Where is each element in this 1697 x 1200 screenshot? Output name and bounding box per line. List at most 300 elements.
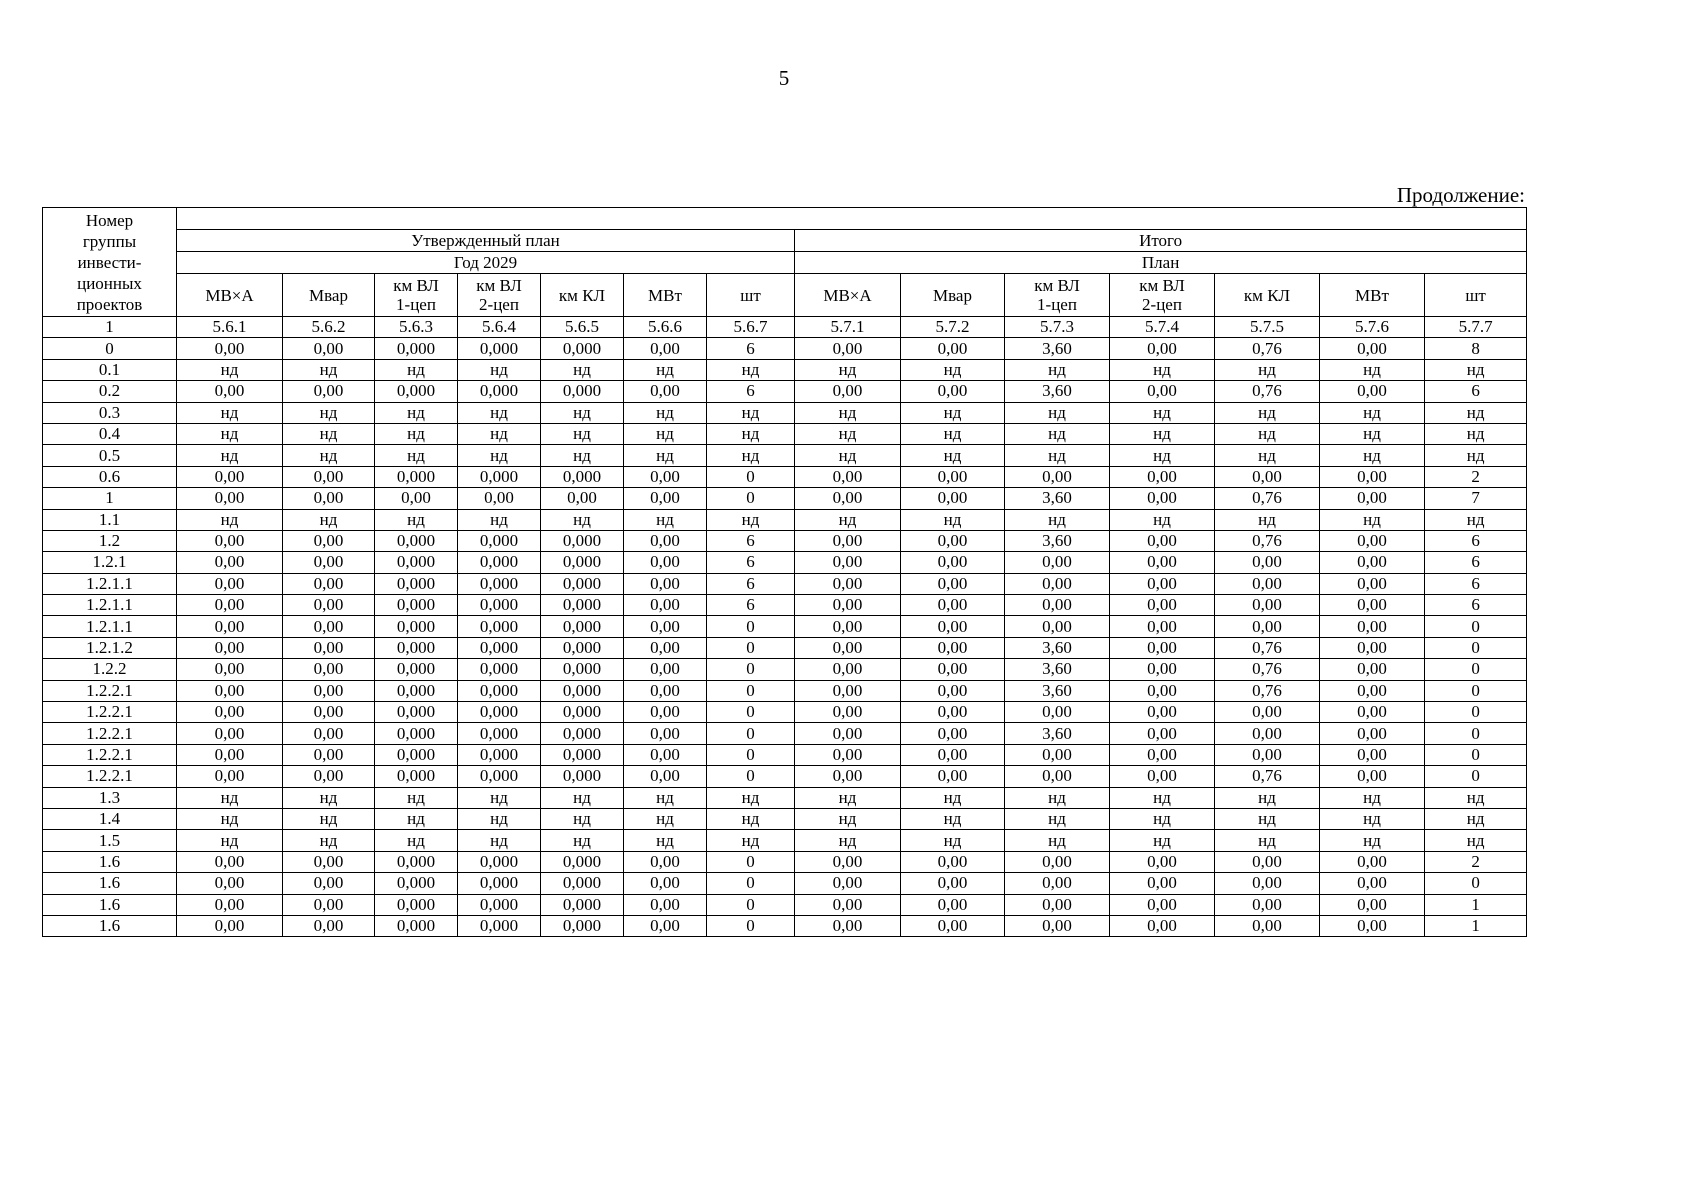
value-cell: 6 xyxy=(707,381,795,402)
table-header xyxy=(43,208,1527,338)
value-cell: 0 xyxy=(707,915,795,936)
value-cell: 0,00 xyxy=(177,552,283,573)
value-cell: 0,000 xyxy=(375,894,458,915)
value-cell: нд xyxy=(458,830,541,851)
value-cell: 0,00 xyxy=(795,488,901,509)
investment-projects-table xyxy=(42,207,1527,937)
table-row xyxy=(43,552,1527,573)
value-cell: нд xyxy=(1110,509,1215,530)
value-cell: нд xyxy=(707,402,795,423)
value-cell: 0,00 xyxy=(795,894,901,915)
value-cell: 0,00 xyxy=(1110,616,1215,637)
value-cell: 0,00 xyxy=(901,915,1005,936)
value-cell: 0,00 xyxy=(624,915,707,936)
table-row xyxy=(43,702,1527,723)
value-cell: 0 xyxy=(707,616,795,637)
group-header-approved-plan: Утвержденный план xyxy=(177,230,795,252)
group-number-cell: 0 xyxy=(43,338,177,359)
value-cell: 0,000 xyxy=(541,338,624,359)
value-cell: нд xyxy=(541,423,624,444)
value-cell: 0,00 xyxy=(795,595,901,616)
value-cell: 0,00 xyxy=(1215,723,1320,744)
value-cell: 0,000 xyxy=(458,381,541,402)
row-header-cell: Номер группы инвести- ционных проектов xyxy=(43,208,177,317)
value-cell: 2 xyxy=(1425,466,1527,487)
unit-header-cell: Мвар xyxy=(901,274,1005,317)
value-cell: нд xyxy=(1005,402,1110,423)
value-cell: 0,00 xyxy=(177,637,283,658)
table-row xyxy=(43,509,1527,530)
value-cell: нд xyxy=(177,808,283,829)
table-row xyxy=(43,445,1527,466)
value-cell: 0,00 xyxy=(283,530,375,551)
group-number-cell: 1.5 xyxy=(43,830,177,851)
value-cell: 0,00 xyxy=(283,851,375,872)
value-cell: нд xyxy=(1110,830,1215,851)
value-cell: 0,00 xyxy=(795,573,901,594)
value-cell: 0,000 xyxy=(375,680,458,701)
value-cell: 0,000 xyxy=(458,723,541,744)
table-row xyxy=(43,381,1527,402)
table-row xyxy=(43,744,1527,765)
value-cell: 0,00 xyxy=(795,723,901,744)
value-cell: 6 xyxy=(707,338,795,359)
value-cell: 0 xyxy=(707,723,795,744)
value-cell: 0,000 xyxy=(541,530,624,551)
value-cell: нд xyxy=(1215,509,1320,530)
value-cell: 6 xyxy=(1425,381,1527,402)
value-cell: 0,00 xyxy=(1005,744,1110,765)
value-cell: 0,000 xyxy=(541,466,624,487)
value-cell: 0,00 xyxy=(1320,766,1425,787)
value-cell: нд xyxy=(901,402,1005,423)
value-cell: 0,00 xyxy=(1320,702,1425,723)
value-cell: 0,000 xyxy=(375,595,458,616)
value-cell: нд xyxy=(901,445,1005,466)
table-row xyxy=(43,915,1527,936)
value-cell: 0,000 xyxy=(541,766,624,787)
value-cell: нд xyxy=(1320,423,1425,444)
value-cell: 0,00 xyxy=(1320,723,1425,744)
column-number-cell: 5.7.2 xyxy=(901,317,1005,338)
value-cell: 0 xyxy=(1425,680,1527,701)
value-cell: 0,00 xyxy=(901,488,1005,509)
value-cell: нд xyxy=(1110,402,1215,423)
value-cell: 0,000 xyxy=(375,723,458,744)
column-number-cell: 5.7.3 xyxy=(1005,317,1110,338)
value-cell: 0,00 xyxy=(795,744,901,765)
value-cell: нд xyxy=(541,445,624,466)
unit-header-cell: МВ×А xyxy=(177,274,283,317)
value-cell: 0,00 xyxy=(1005,766,1110,787)
value-cell: нд xyxy=(1215,359,1320,380)
value-cell: нд xyxy=(375,402,458,423)
value-cell: 0 xyxy=(707,466,795,487)
value-cell: 6 xyxy=(1425,573,1527,594)
value-cell: 0,00 xyxy=(624,873,707,894)
value-cell: нд xyxy=(1425,445,1527,466)
value-cell: 0,00 xyxy=(624,616,707,637)
group-number-cell: 1.2.1.1 xyxy=(43,573,177,594)
value-cell: 0,00 xyxy=(795,338,901,359)
value-cell: 0 xyxy=(707,702,795,723)
continuation-label: Продолжение: xyxy=(1396,183,1525,207)
value-cell: 0,000 xyxy=(458,616,541,637)
value-cell: нд xyxy=(795,509,901,530)
group-number-cell: 1.2.2.1 xyxy=(43,702,177,723)
value-cell: 0,00 xyxy=(901,894,1005,915)
group-number-cell: 1.2.2.1 xyxy=(43,680,177,701)
value-cell: 0,000 xyxy=(375,915,458,936)
value-cell: нд xyxy=(458,359,541,380)
value-cell: 0,000 xyxy=(375,851,458,872)
value-cell: 0,00 xyxy=(901,466,1005,487)
value-cell: нд xyxy=(1215,423,1320,444)
value-cell: 0,00 xyxy=(1110,338,1215,359)
value-cell: 0,00 xyxy=(1110,702,1215,723)
value-cell: нд xyxy=(1320,359,1425,380)
table-row xyxy=(43,616,1527,637)
unit-header-cell: км КЛ xyxy=(541,274,624,317)
value-cell: 0,00 xyxy=(177,744,283,765)
value-cell: 0 xyxy=(707,873,795,894)
table-row xyxy=(43,338,1527,359)
unit-header-cell: шт xyxy=(707,274,795,317)
value-cell: 0,00 xyxy=(1005,873,1110,894)
value-cell: 0 xyxy=(1425,744,1527,765)
value-cell: 0,00 xyxy=(1320,616,1425,637)
group-header-total: Итого xyxy=(795,230,1527,252)
value-cell: 0,000 xyxy=(458,530,541,551)
value-cell: 0,00 xyxy=(901,637,1005,658)
value-cell: 8 xyxy=(1425,338,1527,359)
table-row xyxy=(43,830,1527,851)
value-cell: нд xyxy=(283,808,375,829)
value-cell: 0,000 xyxy=(375,616,458,637)
value-cell: нд xyxy=(624,808,707,829)
subheader-plan: План xyxy=(795,252,1527,274)
column-number-cell: 5.7.6 xyxy=(1320,317,1425,338)
value-cell: нд xyxy=(1425,787,1527,808)
table-row xyxy=(43,808,1527,829)
value-cell: нд xyxy=(795,359,901,380)
value-cell: 0,00 xyxy=(1320,637,1425,658)
value-cell: 0,00 xyxy=(177,680,283,701)
value-cell: 0,00 xyxy=(1110,488,1215,509)
value-cell: 0,00 xyxy=(1320,530,1425,551)
group-number-cell: 1 xyxy=(43,488,177,509)
value-cell: 0,000 xyxy=(375,530,458,551)
value-cell: 0,00 xyxy=(283,915,375,936)
group-number-cell: 1.3 xyxy=(43,787,177,808)
value-cell: нд xyxy=(1005,509,1110,530)
value-cell: 0,00 xyxy=(795,702,901,723)
value-cell: нд xyxy=(707,445,795,466)
value-cell: нд xyxy=(1110,359,1215,380)
value-cell: нд xyxy=(1320,445,1425,466)
value-cell: 0,00 xyxy=(177,723,283,744)
column-number-cell: 5.6.6 xyxy=(624,317,707,338)
value-cell: 0,00 xyxy=(1005,573,1110,594)
value-cell: 0,00 xyxy=(177,894,283,915)
value-cell: 0,00 xyxy=(1005,851,1110,872)
value-cell: 0,00 xyxy=(375,488,458,509)
value-cell: нд xyxy=(1215,787,1320,808)
table-row xyxy=(43,359,1527,380)
group-number-cell: 0.4 xyxy=(43,423,177,444)
value-cell: 0,00 xyxy=(795,381,901,402)
value-cell: 0,00 xyxy=(177,338,283,359)
table-row xyxy=(43,659,1527,680)
value-cell: нд xyxy=(177,509,283,530)
value-cell: 0,00 xyxy=(901,873,1005,894)
value-cell: 0,00 xyxy=(1005,595,1110,616)
value-cell: 0,00 xyxy=(283,744,375,765)
group-number-cell: 1.2.1.1 xyxy=(43,616,177,637)
value-cell: 0,000 xyxy=(458,702,541,723)
value-cell: 0,000 xyxy=(541,573,624,594)
unit-header-cell: Мвар xyxy=(283,274,375,317)
value-cell: нд xyxy=(375,787,458,808)
value-cell: 0,00 xyxy=(1110,766,1215,787)
value-cell: 0,00 xyxy=(624,894,707,915)
value-cell: нд xyxy=(541,509,624,530)
value-cell: 1 xyxy=(1425,894,1527,915)
page-number: 5 xyxy=(778,66,790,90)
value-cell: 0,00 xyxy=(901,595,1005,616)
value-cell: нд xyxy=(177,830,283,851)
unit-header-cell: МВ×А xyxy=(795,274,901,317)
column-number-cell: 5.7.1 xyxy=(795,317,901,338)
value-cell: нд xyxy=(1005,423,1110,444)
value-cell: нд xyxy=(541,808,624,829)
value-cell: 6 xyxy=(707,573,795,594)
value-cell: 0,76 xyxy=(1215,338,1320,359)
value-cell: 0,76 xyxy=(1215,659,1320,680)
value-cell: нд xyxy=(283,830,375,851)
value-cell: 0,00 xyxy=(624,552,707,573)
value-cell: 0,00 xyxy=(624,381,707,402)
value-cell: 0,00 xyxy=(177,488,283,509)
value-cell: 0,00 xyxy=(1005,894,1110,915)
value-cell: нд xyxy=(458,509,541,530)
value-cell: нд xyxy=(901,830,1005,851)
value-cell: нд xyxy=(1425,359,1527,380)
value-cell: 0,00 xyxy=(901,766,1005,787)
value-cell: 0,000 xyxy=(458,552,541,573)
unit-header-cell: км ВЛ 1-цеп xyxy=(1005,274,1110,317)
value-cell: 0,000 xyxy=(458,680,541,701)
table-row xyxy=(43,637,1527,658)
value-cell: 0,000 xyxy=(541,915,624,936)
value-cell: 0,00 xyxy=(1215,851,1320,872)
table-row xyxy=(43,466,1527,487)
value-cell: нд xyxy=(901,787,1005,808)
value-cell: нд xyxy=(283,787,375,808)
value-cell: нд xyxy=(1425,509,1527,530)
value-cell: 1 xyxy=(1425,915,1527,936)
group-number-cell: 1.2.2 xyxy=(43,659,177,680)
value-cell: 0,00 xyxy=(1215,573,1320,594)
table-row xyxy=(43,873,1527,894)
value-cell: нд xyxy=(1110,445,1215,466)
value-cell: нд xyxy=(283,402,375,423)
value-cell: нд xyxy=(375,359,458,380)
subheader-year: Год 2029 xyxy=(177,252,795,274)
value-cell: нд xyxy=(1005,359,1110,380)
column-numbers-row xyxy=(43,317,1527,338)
value-cell: 0 xyxy=(707,744,795,765)
value-cell: 0,00 xyxy=(1110,915,1215,936)
value-cell: 0 xyxy=(1425,766,1527,787)
value-cell: нд xyxy=(177,423,283,444)
value-cell: нд xyxy=(795,787,901,808)
value-cell: 0,00 xyxy=(283,573,375,594)
value-cell: 0,00 xyxy=(901,680,1005,701)
value-cell: 0 xyxy=(1425,659,1527,680)
value-cell: 0,00 xyxy=(177,381,283,402)
value-cell: 0,00 xyxy=(283,466,375,487)
value-cell: нд xyxy=(624,787,707,808)
value-cell: 0,000 xyxy=(541,873,624,894)
value-cell: 0,00 xyxy=(177,873,283,894)
group-number-cell: 1.2.1 xyxy=(43,552,177,573)
value-cell: 0,00 xyxy=(624,338,707,359)
value-cell: 0,00 xyxy=(1215,873,1320,894)
value-cell: 0,00 xyxy=(1110,573,1215,594)
value-cell: 0,00 xyxy=(901,338,1005,359)
value-cell: 0 xyxy=(1425,637,1527,658)
value-cell: 0,00 xyxy=(1005,466,1110,487)
column-number-cell: 1 xyxy=(43,317,177,338)
value-cell: 0,00 xyxy=(1320,894,1425,915)
table-row xyxy=(43,787,1527,808)
value-cell: 0,00 xyxy=(1110,851,1215,872)
value-cell: 0,00 xyxy=(624,530,707,551)
value-cell: 6 xyxy=(1425,552,1527,573)
units-row xyxy=(43,274,1527,317)
value-cell: 0,000 xyxy=(375,766,458,787)
value-cell: нд xyxy=(1425,423,1527,444)
value-cell: нд xyxy=(1320,787,1425,808)
value-cell: 0 xyxy=(1425,723,1527,744)
value-cell: 0,00 xyxy=(795,851,901,872)
table-row xyxy=(43,851,1527,872)
value-cell: 0,00 xyxy=(1110,466,1215,487)
value-cell: 6 xyxy=(707,595,795,616)
value-cell: 0,00 xyxy=(624,637,707,658)
unit-header-cell: км ВЛ 2-цеп xyxy=(458,274,541,317)
value-cell: 0,00 xyxy=(1005,552,1110,573)
value-cell: нд xyxy=(283,445,375,466)
value-cell: 0,000 xyxy=(458,659,541,680)
value-cell: 0,00 xyxy=(795,616,901,637)
table-row xyxy=(43,488,1527,509)
value-cell: нд xyxy=(901,359,1005,380)
value-cell: 0,000 xyxy=(541,381,624,402)
value-cell: 0,76 xyxy=(1215,637,1320,658)
value-cell: 0,000 xyxy=(541,637,624,658)
value-cell: 0,00 xyxy=(795,552,901,573)
value-cell: нд xyxy=(458,423,541,444)
value-cell: 0,00 xyxy=(901,381,1005,402)
value-cell: 0,00 xyxy=(901,851,1005,872)
value-cell: нд xyxy=(795,445,901,466)
value-cell: 3,60 xyxy=(1005,530,1110,551)
group-number-cell: 1.2.1.2 xyxy=(43,637,177,658)
value-cell: 0,00 xyxy=(901,552,1005,573)
value-cell: 0,76 xyxy=(1215,381,1320,402)
value-cell: нд xyxy=(1320,509,1425,530)
value-cell: 0,00 xyxy=(624,851,707,872)
value-cell: 0,00 xyxy=(1110,894,1215,915)
value-cell: 0,000 xyxy=(375,659,458,680)
value-cell: 0 xyxy=(707,488,795,509)
value-cell: нд xyxy=(707,423,795,444)
value-cell: 0,00 xyxy=(1320,595,1425,616)
value-cell: 0,00 xyxy=(1320,338,1425,359)
value-cell: нд xyxy=(375,808,458,829)
value-cell: нд xyxy=(283,359,375,380)
value-cell: 6 xyxy=(1425,530,1527,551)
unit-header-cell: МВт xyxy=(624,274,707,317)
value-cell: 0,000 xyxy=(458,851,541,872)
value-cell: 0,76 xyxy=(1215,766,1320,787)
value-cell: нд xyxy=(541,830,624,851)
value-cell: 0,00 xyxy=(624,466,707,487)
value-cell: 0,000 xyxy=(458,595,541,616)
table-row xyxy=(43,766,1527,787)
value-cell: 0,00 xyxy=(283,766,375,787)
value-cell: 0,00 xyxy=(1320,915,1425,936)
table-row xyxy=(43,573,1527,594)
value-cell: 0,00 xyxy=(1320,552,1425,573)
value-cell: 0,000 xyxy=(375,573,458,594)
value-cell: нд xyxy=(1005,787,1110,808)
group-number-cell: 1.4 xyxy=(43,808,177,829)
value-cell: 0,00 xyxy=(283,723,375,744)
value-cell: 0,000 xyxy=(458,766,541,787)
value-cell: 0,000 xyxy=(375,637,458,658)
value-cell: 0,00 xyxy=(1110,381,1215,402)
group-number-cell: 0.3 xyxy=(43,402,177,423)
value-cell: 0,00 xyxy=(624,680,707,701)
value-cell: 0,00 xyxy=(283,873,375,894)
value-cell: 0,000 xyxy=(541,744,624,765)
unit-header-cell: МВт xyxy=(1320,274,1425,317)
value-cell: 0,00 xyxy=(1110,723,1215,744)
value-cell: нд xyxy=(795,402,901,423)
value-cell: 0,000 xyxy=(458,873,541,894)
value-cell: 0,00 xyxy=(624,488,707,509)
column-number-cell: 5.6.3 xyxy=(375,317,458,338)
value-cell: 0,00 xyxy=(283,680,375,701)
value-cell: 0,00 xyxy=(1320,573,1425,594)
group-number-cell: 1.2.1.1 xyxy=(43,595,177,616)
value-cell: нд xyxy=(458,787,541,808)
value-cell: нд xyxy=(1005,445,1110,466)
value-cell: 0,00 xyxy=(901,659,1005,680)
value-cell: нд xyxy=(795,808,901,829)
value-cell: нд xyxy=(707,808,795,829)
group-number-cell: 0.6 xyxy=(43,466,177,487)
group-number-cell: 1.2.2.1 xyxy=(43,723,177,744)
value-cell: 0,000 xyxy=(375,552,458,573)
value-cell: 0,00 xyxy=(283,381,375,402)
value-cell: 6 xyxy=(707,530,795,551)
value-cell: 0,00 xyxy=(1110,530,1215,551)
value-cell: 0,00 xyxy=(1320,744,1425,765)
